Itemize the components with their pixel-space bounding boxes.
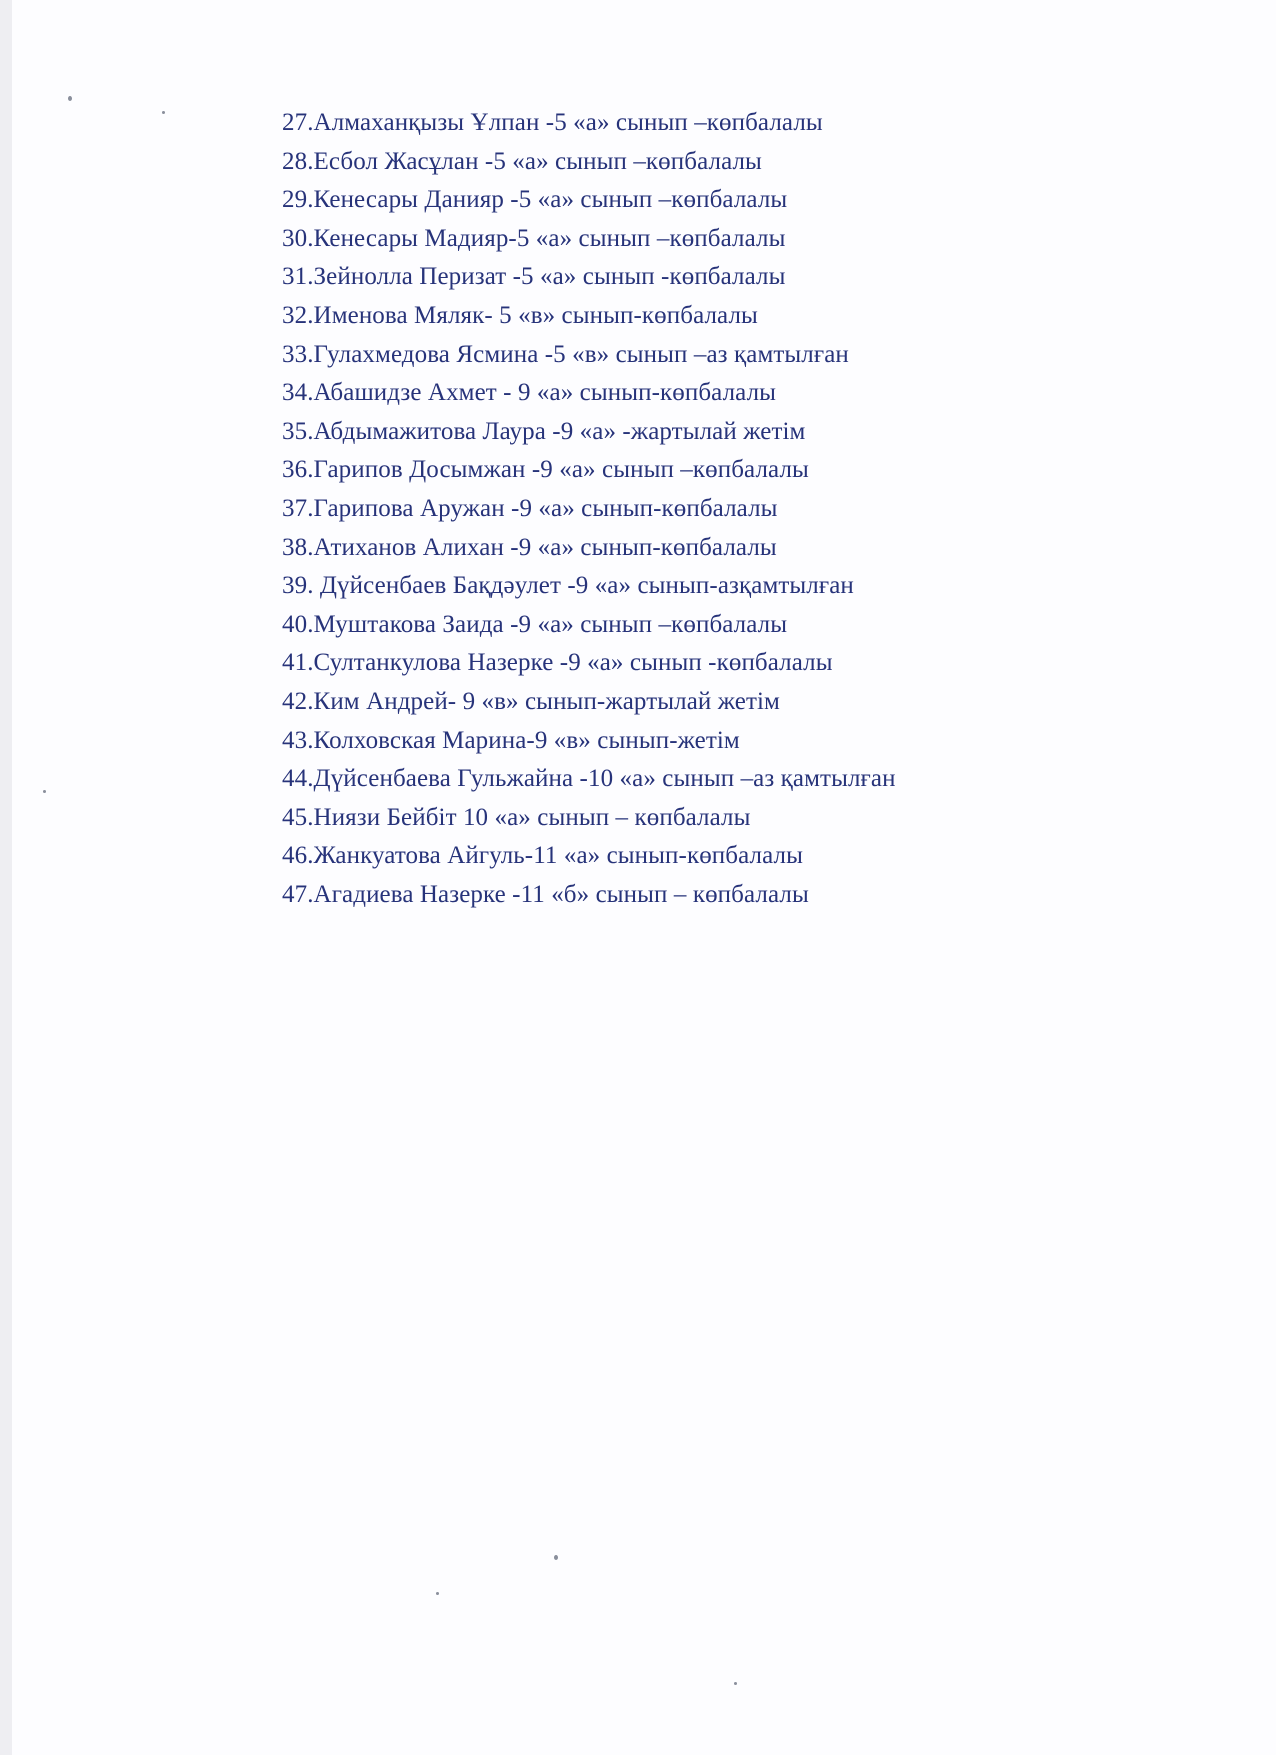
list-item: 36.Гарипов Досымжан -9 «а» сынып –көпбалалы [282,456,809,484]
list-item: 32.Именова Мяляк- 5 «в» сынып-көпбалалы [282,301,758,329]
list-item: 28.Есбол Жасұлан -5 «а» сынып –көпбалалы [282,147,762,175]
list-item: 30.Кенесары Мадияр-5 «а» сынып –көпбалалы [282,224,786,252]
scan-speck [162,111,165,114]
list-item: 38.Атиханов Алихан -9 «а» сынып-көпбалалы [282,533,777,561]
list-item: 45.Ниязи Бейбіт 10 «а» сынып – көпбалалы [282,803,751,831]
list-item: 35.Абдымажитова Лаура -9 «а» -жартылай жетім [282,417,806,445]
list-item: 33.Гулахмедова Ясмина -5 «в» сынып –аз қамтылған [282,340,849,368]
list-item: 43.Колховская Марина-9 «в» сынып-жетім [282,726,740,754]
scan-left-edge [0,0,12,1755]
list-item: 39. Дүйсенбаев Бақдәулет -9 «а» сынып-азқамтылған [282,572,854,600]
scan-speck [734,1682,737,1685]
list-item: 37.Гарипова Аружан -9 «а» сынып-көпбалалы [282,494,778,522]
list-item: 29.Кенесары Данияр -5 «а» сынып –көпбалалы [282,186,788,214]
list-item: 41.Султанкулова Назерке -9 «а» сынып -көпбалалы [282,649,833,677]
student-list [282,104,896,914]
list-item: 34.Абашидзе Ахмет - 9 «а» сынып-көпбалалы [282,379,777,407]
document-page [12,0,1276,1755]
scan-speck [43,790,46,793]
scan-speck [554,1555,558,1560]
list-item: 46.Жанкуатова Айгуль-11 «а» сынып-көпбалалы [282,842,803,870]
scan-speck [68,96,72,101]
list-item: 40.Муштакова Заида -9 «а» сынып –көпбалалы [282,610,788,638]
list-item: 31.Зейнолла Перизат -5 «а» сынып -көпбалалы [282,263,786,291]
scan-speck [436,1592,439,1595]
list-item: 27.Алмаханқызы Ұлпан -5 «а» сынып –көпбалалы [282,109,823,136]
list-item: 42.Ким Андрей- 9 «в» сынып-жартылай жетім [282,687,780,715]
list-item: 47.Агадиева Назерке -11 «б» сынып – көпбалалы [282,880,809,908]
list-item: 44.Дүйсенбаева Гульжайна -10 «а» сынып –аз қамтылған [282,765,896,793]
